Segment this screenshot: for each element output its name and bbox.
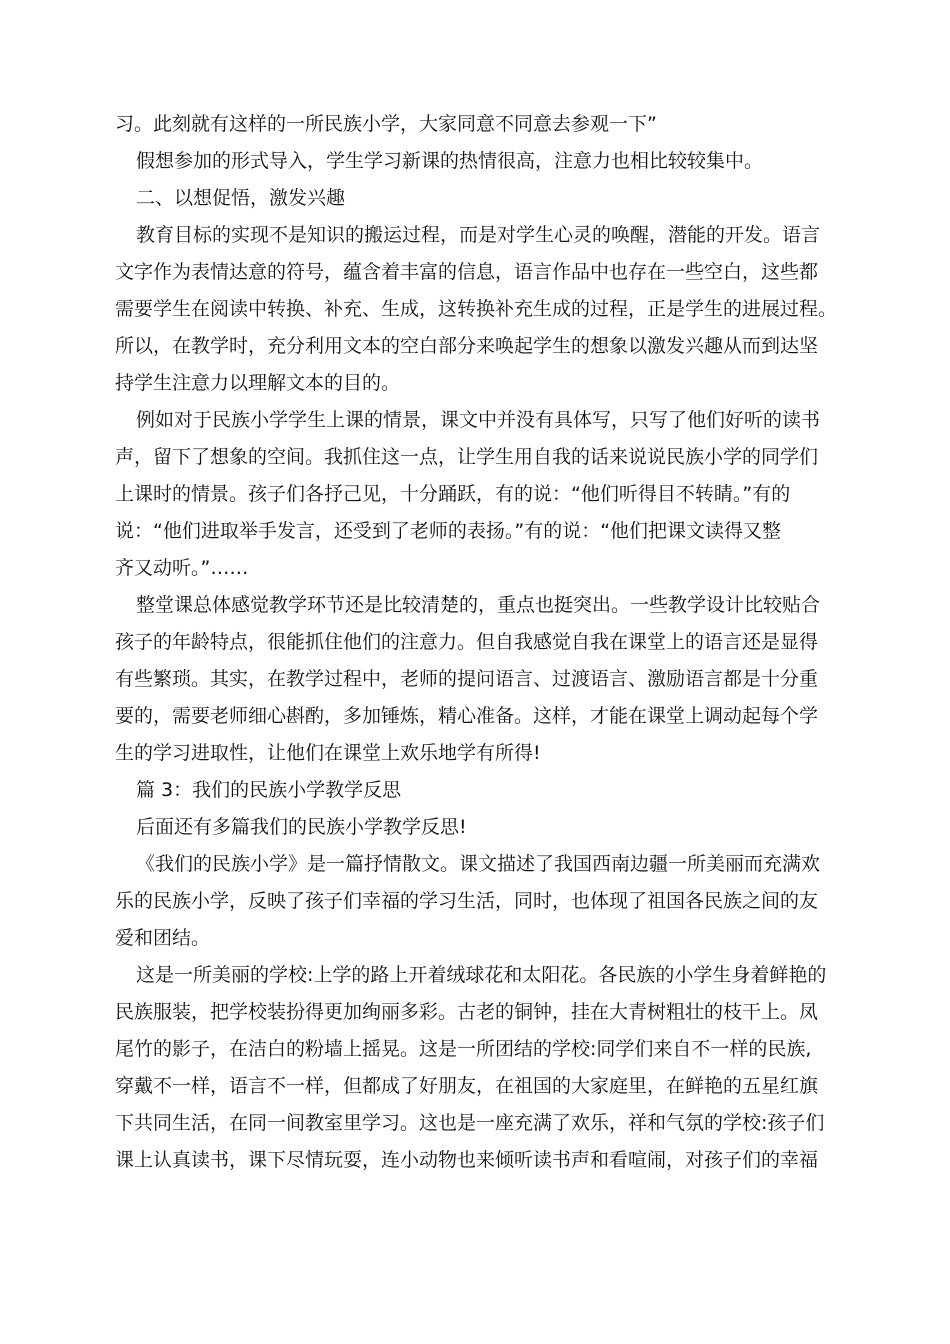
text-line: 所以，在教学时，充分利用文本的空白部分来唤起学生的想象以激发兴趣从而到达坚 [115, 335, 819, 357]
text-line: 整堂课总体感觉教学环节还是比较清楚的，重点也挺突出。一些教学设计比较贴合 [136, 594, 821, 616]
text-line: 篇 3：我们的民族小学教学反思 [136, 779, 402, 801]
text-line: 齐又动听。”…… [115, 557, 249, 579]
text-line: 爱和团结。 [115, 927, 211, 949]
paragraph [115, 587, 840, 772]
text-line: 上课时的情景。孩子们各抒己见，十分踊跃，有的说：“他们听得目不转睛。”有的 [115, 483, 791, 505]
text-line: 生的学习进取性，让他们在课堂上欢乐地学有所得! [115, 742, 541, 764]
text-line: 这是一所美丽的学校:上学的路上开着绒球花和太阳花。各民族的小学生身着鲜艳的 [136, 964, 827, 986]
text-line: 需要学生在阅读中转换、补充、生成，这转换补充生成的过程，正是学生的进展过程。 [115, 298, 838, 320]
text-line: 例如对于民族小学学生上课的情景，课文中并没有具体写，只写了他们好听的读书 [136, 409, 821, 431]
document-body [115, 106, 840, 1179]
text-line: 说：“他们进取举手发言，还受到了老师的表扬。”有的说：“他们把课文读得又整 [115, 520, 782, 542]
text-line: 声，留下了想象的空间。我抓住这一点，让学生用自我的话来说说民族小学的同学们 [115, 446, 819, 468]
text-line: 下共同生活，在同一间教室里学习。这也是一座充满了欢乐，祥和气氛的学校:孩子们 [115, 1112, 825, 1134]
text-line: 持学生注意力以理解文本的目的。 [115, 372, 401, 394]
paragraph [115, 143, 840, 180]
text-line: 后面还有多篇我们的民族小学教学反思! [136, 816, 467, 838]
text-line: 尾竹的影子，在洁白的粉墙上摇晃。这是一所团结的学校:同学们来自不一样的民族, [115, 1038, 812, 1060]
text-line: 假想参加的形式导入，学生学习新课的热情很高，注意力也相比较较集中。 [136, 150, 764, 172]
paragraph [115, 846, 840, 957]
paragraph [115, 402, 840, 587]
text-line: 要的，需要老师细心斟酌，多加锤炼，精心准备。这样，才能在课堂上调动起每个学 [115, 705, 819, 727]
text-line: 孩子的年龄特点，很能抓住他们的注意力。但自我感觉自我在课堂上的语言还是显得 [115, 631, 819, 653]
paragraph [115, 180, 840, 217]
paragraph [115, 957, 840, 1179]
text-line: 教育目标的实现不是知识的搬运过程，而是对学生心灵的唤醒，潜能的开发。语言 [136, 224, 821, 246]
text-line: 乐的民族小学，反映了孩子们幸福的学习生活，同时，也体现了祖国各民族之间的友 [115, 890, 819, 912]
paragraph [115, 809, 840, 846]
text-line: 二、以想促悟，激发兴趣 [136, 187, 346, 209]
paragraph [115, 217, 840, 402]
text-line: 课上认真读书，课下尽情玩耍，连小动物也来倾听读书声和看喧闹，对孩子们的幸福 [115, 1149, 819, 1171]
text-line: 有些繁琐。其实，在教学过程中，老师的提问语言、过渡语言、激励语言都是十分重 [115, 668, 819, 690]
text-line: 文字作为表情达意的符号，蕴含着丰富的信息，语言作品中也存在一些空白，这些都 [115, 261, 819, 283]
text-line: 穿戴不一样，语言不一样，但都成了好朋友，在祖国的大家庭里，在鲜艳的五星红旗 [115, 1075, 819, 1097]
text-line: 民族服装，把学校装扮得更加绚丽多彩。古老的铜钟，挂在大青树粗壮的枝干上。凤 [115, 1001, 819, 1023]
paragraph [115, 106, 840, 143]
text-line: 习。此刻就有这样的一所民族小学，大家同意不同意去参观一下” [115, 113, 657, 135]
text-line: 《我们的民族小学》是一篇抒情散文。课文描述了我国西南边疆一所美丽而充满欢 [136, 853, 821, 875]
paragraph [115, 772, 840, 809]
